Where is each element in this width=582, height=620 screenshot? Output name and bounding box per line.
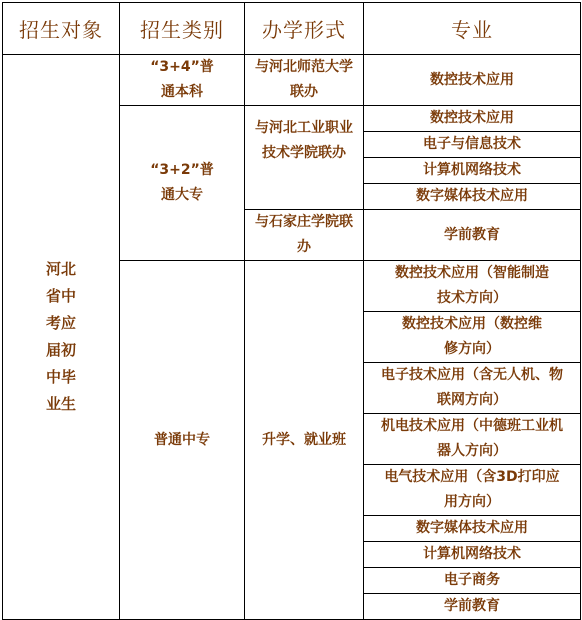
major-cell: 数字媒体技术应用 [364,516,581,542]
major-cell: 计算机网络技术 [364,158,581,184]
category-cell [120,55,245,106]
enrollment-table [2,2,581,620]
major-cell: 数控技术应用 [364,106,581,132]
major-cell: 数字媒体技术应用 [364,184,581,210]
major-cell [364,363,581,414]
major-label: 电气技术应用（含3D打印应用方向） [384,469,560,510]
major-cell [364,261,581,312]
major-cell: 数控技术应用 [364,55,581,106]
header-form: 办学形式 [245,3,364,55]
header-target: 招生对象 [3,3,120,55]
target-cell [3,55,120,620]
major-cell: 电子与信息技术 [364,132,581,158]
header-row [3,3,581,55]
form-label: 与河北师范大学联办 [255,59,353,100]
major-label: 机电技术应用（中德班工业机器人方向） [381,418,563,459]
form-cell [245,210,364,261]
target-label: 河北省中考应届初中毕业生 [45,260,76,413]
major-label: 数控技术应用（智能制造技术方向） [395,265,549,306]
major-cell [364,414,581,465]
form-cell: 升学、就业班 [245,261,364,620]
major-cell: 计算机网络技术 [364,542,581,568]
form-label: 与石家庄学院联办 [255,214,353,255]
category-label: “3+2”普通大专 [150,162,214,203]
major-cell: 学前教育 [364,210,581,261]
major-cell: 电子商务 [364,568,581,594]
form-label: 与河北工业职业技术学院联办 [255,120,353,161]
major-cell [364,312,581,363]
major-label: 数控技术应用（数控维修方向） [402,316,542,357]
category-label: “3+4”普通本科 [150,59,214,100]
category-cell [120,106,245,261]
header-major: 专业 [364,3,581,55]
major-cell: 学前教育 [364,594,581,620]
major-label: 电子技术应用（含无人机、物联网方向） [381,367,563,408]
form-cell [245,106,364,210]
major-cell [364,465,581,516]
form-cell [245,55,364,106]
header-category: 招生类别 [120,3,245,55]
table-row [3,55,581,106]
category-cell: 普通中专 [120,261,245,620]
